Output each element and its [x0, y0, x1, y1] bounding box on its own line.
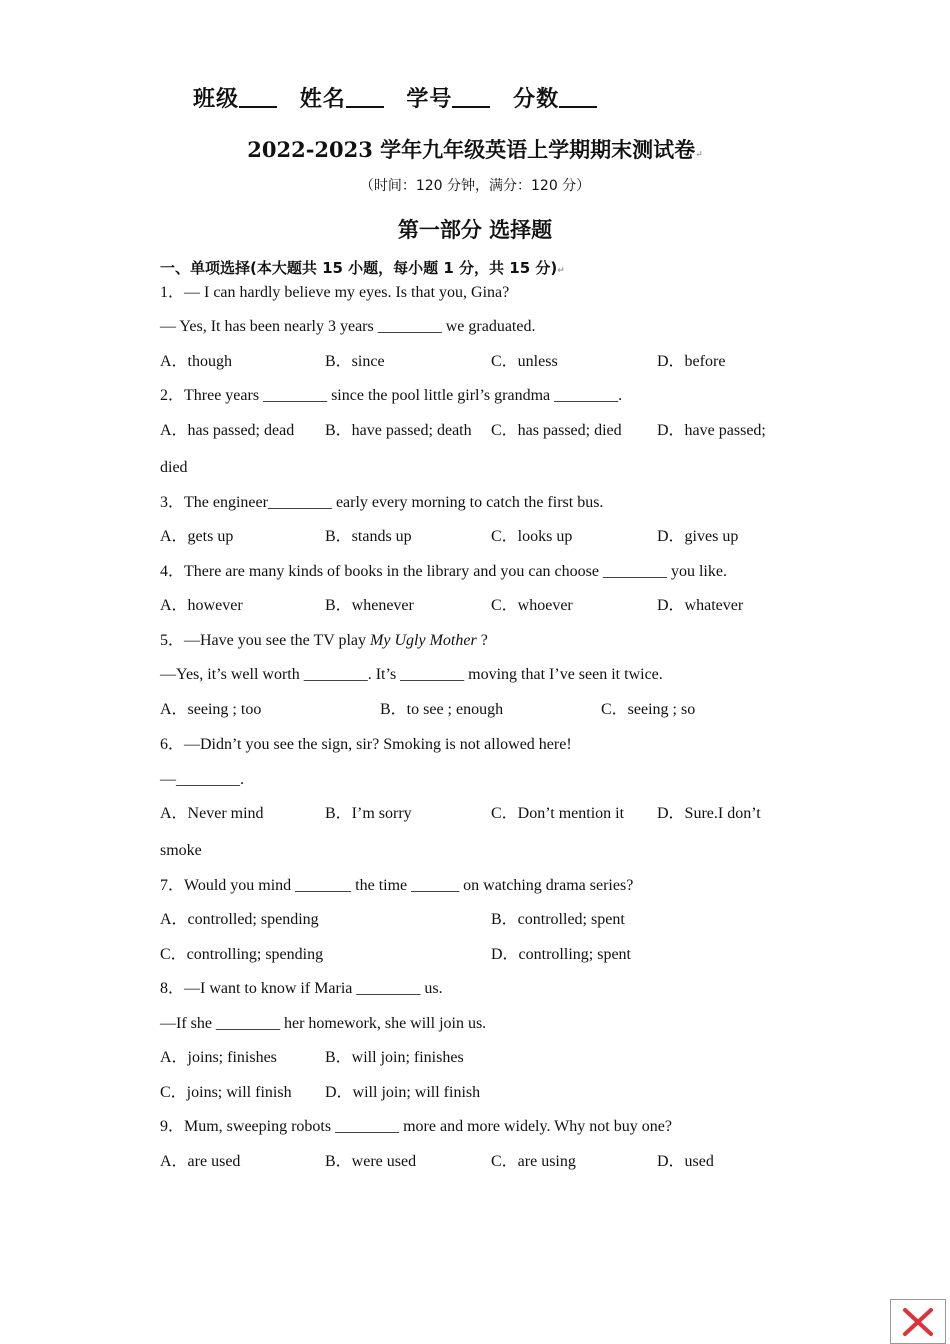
- question-2-option-d-continued: died: [160, 459, 188, 476]
- question-6-option-c: C．Don’t mention it: [491, 805, 625, 822]
- question-6-option-d-continued: smoke: [160, 842, 202, 859]
- student-id-label: 学号: [406, 87, 453, 112]
- question-8-line2: —If she ________ her homework, she will join us.: [160, 1015, 487, 1032]
- question-9-option-b: B．were used: [325, 1153, 417, 1170]
- question-6-option-a: A．Never mind: [160, 805, 264, 822]
- question-2-stem: 2．Three years ________ since the pool little girl’s grandma ________.: [160, 387, 623, 404]
- question-6-line2: —________.: [160, 771, 244, 788]
- question-4-option-a: A．however: [160, 597, 243, 614]
- student-id-blank: [452, 88, 490, 108]
- class-label: 班级: [193, 87, 240, 112]
- question-7-option-d: D．controlling; spent: [491, 946, 631, 963]
- question-3-option-a: A．gets up: [160, 528, 234, 545]
- question-3-option-b: B．stands up: [325, 528, 412, 545]
- question-9-option-d: D．used: [657, 1153, 714, 1170]
- part-title: 第一部分 选择题: [397, 218, 553, 242]
- question-4-option-c: C．whoever: [491, 597, 573, 614]
- question-7-option-b: B．controlled; spent: [491, 911, 625, 928]
- question-1-option-d: D．before: [657, 353, 726, 370]
- question-9-option-a: A．are used: [160, 1153, 241, 1170]
- exam-title: 2022-2023 学年九年级英语上学期期末测试卷↵: [247, 137, 703, 162]
- question-2-option-c: C．has passed; died: [491, 422, 622, 439]
- question-5-stem: 5．—Have you see the TV play My Ugly Mother ?: [160, 632, 488, 649]
- question-3-stem: 3．The engineer________ early every morning to catch the first bus.: [160, 494, 604, 511]
- question-2-option-b: B．have passed; death: [325, 422, 472, 439]
- question-4-stem: 4．There are many kinds of books in the library and you can choose ________ you like.: [160, 563, 727, 580]
- close-icon: [901, 1307, 935, 1337]
- section-title: 一、单项选择(本大题共 15 小题，每小题 1 分，共 15 分)↵: [160, 259, 565, 277]
- question-2-option-a: A．has passed; dead: [160, 422, 295, 439]
- score-label: 分数: [513, 87, 560, 112]
- question-8-option-a: A．joins; finishes: [160, 1049, 277, 1066]
- tv-play-title: My Ugly Mother: [370, 632, 477, 649]
- question-1-stem: 1．— I can hardly believe my eyes. Is that you, Gina?: [160, 284, 510, 301]
- question-4-option-d: D．whatever: [657, 597, 744, 614]
- class-blank: [239, 88, 277, 108]
- question-3-option-d: D．gives up: [657, 528, 739, 545]
- name-label: 姓名: [299, 87, 346, 112]
- question-8-option-c: C．joins; will finish: [160, 1084, 292, 1101]
- question-8-option-b: B．will join; finishes: [325, 1049, 464, 1066]
- question-7-option-a: A．controlled; spending: [160, 911, 319, 928]
- exam-subtitle: （时间：120 分钟，满分：120 分）: [359, 178, 591, 194]
- student-info-line: [193, 82, 611, 113]
- question-9-stem: 9．Mum, sweeping robots ________ more and more widely. Why not buy one?: [160, 1118, 672, 1135]
- question-5-line2: —Yes, it’s well worth ________. It’s ________ moving that I’ve seen it twice.: [160, 666, 663, 683]
- question-5-option-b: B．to see ; enough: [380, 701, 504, 718]
- close-button[interactable]: [890, 1299, 946, 1344]
- question-1-option-c: C．unless: [491, 353, 558, 370]
- question-8-option-d: D．will join; will finish: [325, 1084, 481, 1101]
- question-8-stem: 8．—I want to know if Maria ________ us.: [160, 980, 443, 997]
- question-5-option-a: A．seeing ; too: [160, 701, 262, 718]
- question-6-stem: 6．—Didn’t you see the sign, sir? Smoking is not allowed here!: [160, 736, 572, 753]
- question-4-option-b: B．whenever: [325, 597, 414, 614]
- question-7-option-c: C．controlling; spending: [160, 946, 324, 963]
- question-3-option-c: C．looks up: [491, 528, 573, 545]
- question-1-line2: — Yes, It has been nearly 3 years ________ we graduated.: [160, 318, 536, 335]
- question-1-option-b: B．since: [325, 353, 385, 370]
- score-blank: [559, 88, 597, 108]
- question-5-option-c: C．seeing ; so: [601, 701, 696, 718]
- question-1-option-a: A．though: [160, 353, 233, 370]
- question-6-option-d: D．Sure.I don’t: [657, 805, 761, 822]
- question-7-stem: 7．Would you mind _______ the time ______ on watching drama series?: [160, 877, 634, 894]
- question-2-option-d: D．have passed;: [657, 422, 766, 439]
- name-blank: [346, 88, 384, 108]
- question-6-option-b: B．I’m sorry: [325, 805, 412, 822]
- question-9-option-c: C．are using: [491, 1153, 576, 1170]
